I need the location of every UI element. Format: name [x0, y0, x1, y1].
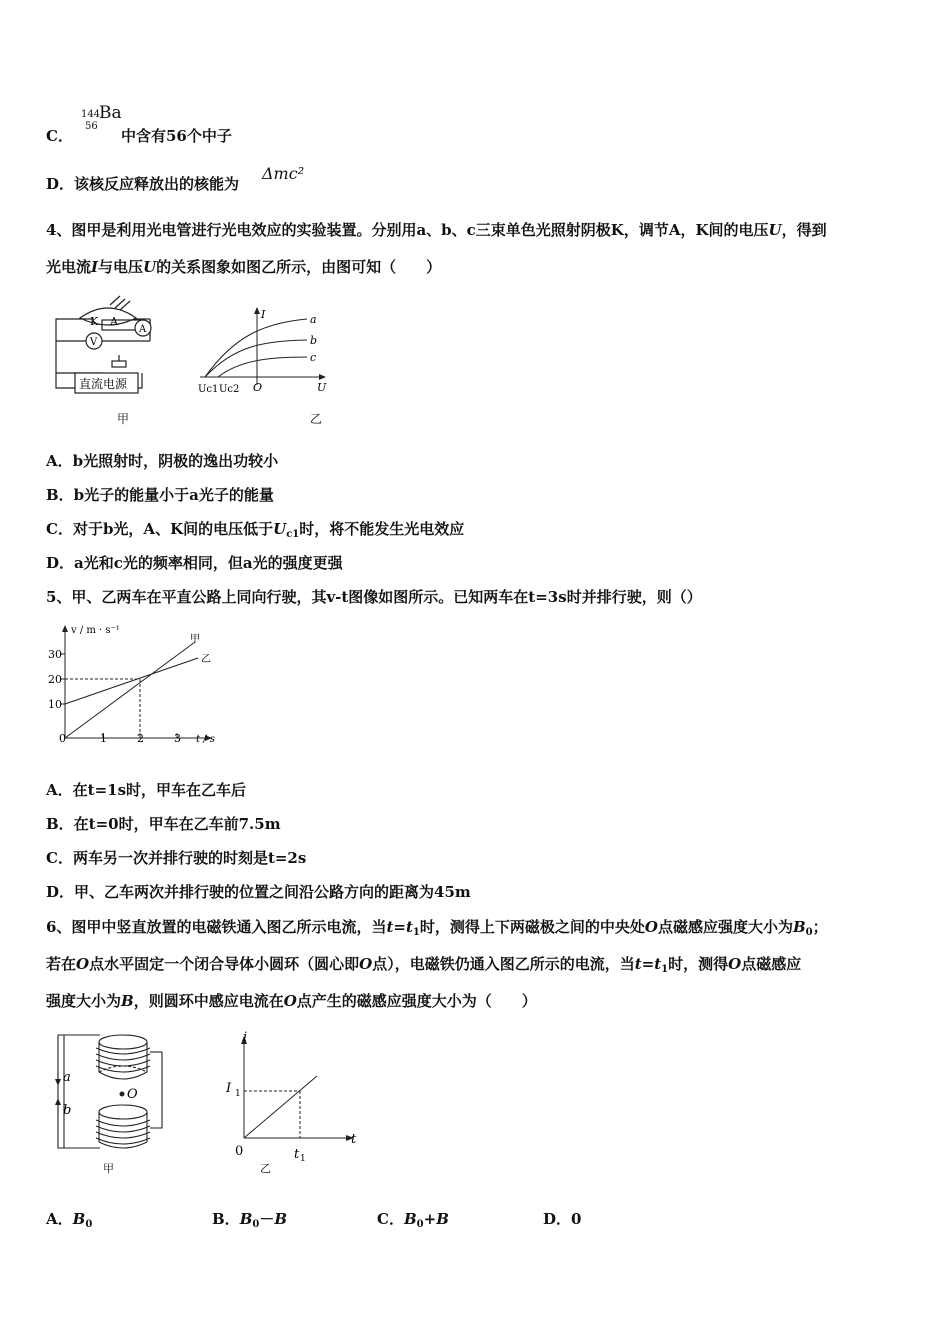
q6-option-c[interactable]: C．$B_0+B$ — [377, 1210, 449, 1230]
svg-text:a: a — [310, 313, 317, 326]
svg-text:乙: 乙 — [201, 654, 211, 665]
q6-option-a[interactable]: A．$B_0$ — [46, 1210, 93, 1230]
q6-stem-line1: 6、图甲中竖直放置的电磁铁通入图乙所示电流，当$t=t_1$时，测得上下两磁极之间的中央处O点磁感应强度大小为$B_0$； — [46, 918, 828, 938]
svg-text:b: b — [63, 1103, 72, 1118]
svg-text:c: c — [310, 351, 317, 364]
q5-option-b[interactable]: B．在t=0时，甲车在乙车前7.5m — [46, 815, 281, 833]
svg-text:A: A — [110, 315, 118, 328]
svg-text:O: O — [253, 381, 263, 394]
svg-text:I: I — [261, 308, 266, 321]
q4-fig-yi-caption: 乙 — [310, 412, 323, 426]
q3-option-c[interactable]: C． 144 56 Ba 中含有56个中子 — [46, 103, 232, 145]
q3-option-d[interactable]: D．该核反应释放出的核能为 — [46, 175, 240, 193]
q4-circuit-diagram — [50, 300, 170, 395]
svg-text:K: K — [90, 315, 99, 328]
q4-fig-jia-caption: 甲 — [117, 412, 130, 426]
q6-fig-yi-caption: 乙 — [260, 1162, 271, 1175]
point-o-dot — [120, 1092, 125, 1097]
q6-fig-jia-caption: 甲 — [103, 1162, 114, 1175]
q6-stem-line2: 若在O点水平固定一个闭合导体小圆环（圆心即O点），电磁铁仍通入图乙所示的电流，当$t=t_1$时，测得O点磁感应 — [46, 955, 802, 975]
q5-option-d[interactable]: D．甲、乙车两次并排行驶的位置之间沿公路方向的距离为45m — [46, 883, 471, 901]
q6-electromagnet-diagram — [50, 1030, 180, 1160]
svg-text:Uc1: Uc1 — [198, 384, 219, 395]
q5-stem: 5、甲、乙两车在平直公路上同向行驶，其v-t图像如图所示。已知两车在t=3s时并排行驶，则（） — [46, 588, 702, 606]
q4-option-d[interactable]: D．a光和c光的频率相同，但a光的强度更强 — [46, 554, 343, 572]
svg-text:0: 0 — [235, 1144, 244, 1159]
svg-text:i: i — [243, 1030, 248, 1045]
line-jia — [65, 642, 195, 738]
q4-stem-line2: 光电流I与电压U的关系图象如图乙所示，由图可知（ ） — [46, 258, 442, 276]
svg-text:O: O — [127, 1087, 138, 1102]
q6-option-d[interactable]: D．0 — [543, 1210, 582, 1228]
svg-text:Uc2: Uc2 — [219, 384, 240, 395]
q6-stem-line3: 强度大小为B，则圆环中感应电流在O点产生的磁感应强度大小为（ ） — [46, 992, 537, 1010]
svg-text:V: V — [90, 337, 98, 348]
q4-option-a[interactable]: A．b光照射时，阴极的逸出功较小 — [46, 452, 279, 470]
svg-text:A: A — [139, 324, 147, 335]
svg-text:3: 3 — [174, 732, 181, 745]
q4-option-c[interactable]: C．对于b光，A、K间的电压低于$U_{c1}$时，将不能发生光电效应 — [46, 520, 465, 540]
svg-text:U: U — [317, 381, 327, 394]
q5-option-a[interactable]: A．在t=1s时，甲车在乙车后 — [46, 781, 247, 799]
line-yi — [65, 658, 198, 704]
q5-option-c[interactable]: C．两车另一次并排行驶的时刻是t=2s — [46, 849, 307, 867]
svg-text:a: a — [63, 1070, 71, 1085]
q5-vt-graph — [40, 620, 230, 750]
svg-text:1: 1 — [235, 1089, 241, 1099]
q4-option-b[interactable]: B．b光子的能量小于a光子的能量 — [46, 486, 274, 504]
q4-iu-graph — [195, 305, 335, 400]
svg-text:b: b — [310, 334, 318, 347]
svg-text:直流电源: 直流电源 — [79, 377, 128, 391]
svg-text:0: 0 — [59, 732, 66, 745]
q4-stem-line1: 4、图甲是利用光电管进行光电效应的实验装置。分别用a、b、c三束单色光照射阴极K，调节A，K间的电压U，得到 — [46, 221, 827, 239]
svg-text:甲: 甲 — [190, 634, 200, 645]
svg-text:10: 10 — [48, 698, 62, 711]
svg-text:30: 30 — [48, 648, 62, 661]
svg-text:t / s: t / s — [196, 734, 215, 745]
svg-text:2: 2 — [137, 732, 144, 745]
q6-option-b[interactable]: B．$B_0-B$ — [212, 1210, 288, 1230]
svg-text:I: I — [226, 1081, 232, 1096]
svg-text:t: t — [294, 1147, 300, 1162]
barium-nuclide: 144 56 Ba — [80, 103, 122, 132]
svg-text:t: t — [351, 1132, 357, 1147]
svg-text:20: 20 — [48, 673, 62, 686]
svg-text:v / m · s⁻¹: v / m · s⁻¹ — [71, 625, 120, 636]
q6-it-graph — [222, 1030, 362, 1170]
energy-formula: Δmc² — [262, 164, 305, 183]
svg-text:1: 1 — [100, 732, 107, 745]
svg-text:1: 1 — [300, 1154, 306, 1164]
